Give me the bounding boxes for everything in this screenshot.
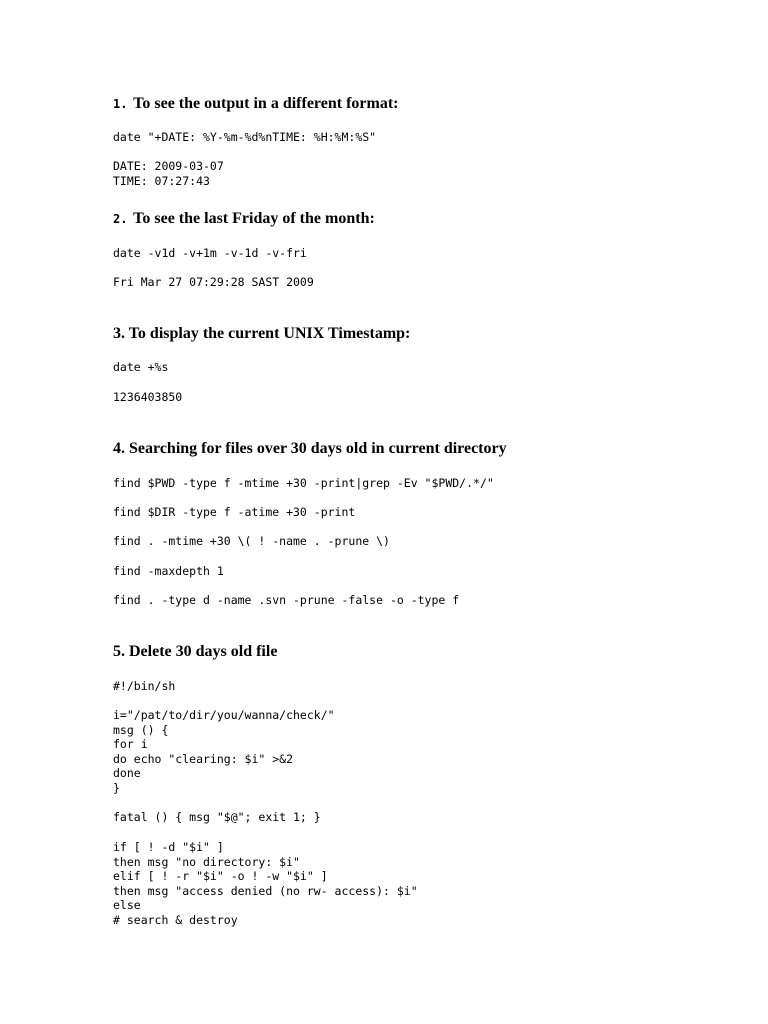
code-block: if [ ! -d "$i" ] then msg "no directory: $i" elif [ ! -r "$i" -o ! -w "$i" ] then msg "access denied (no rw- access): $i" else # search & destroy [113, 840, 418, 927]
output-block: Fri Mar 27 07:29:28 SAST 2009 [113, 275, 314, 289]
code-block: fatal () { msg "$@"; exit 1; } [113, 810, 321, 824]
output-block: DATE: 2009-03-07 TIME: 07:27:43 [113, 159, 224, 188]
code-block: find $DIR -type f -atime +30 -print [113, 505, 356, 519]
section-1-title: To see the output in a different format: [133, 95, 399, 112]
section-2-heading [113, 209, 375, 229]
output-block: 1236403850 [113, 390, 183, 404]
code-block: find $PWD -type f -mtime +30 -print|grep -Ev "$PWD/.*/" [113, 476, 494, 490]
section-3-heading: 3. To display the current UNIX Timestamp: [113, 325, 411, 342]
section-1-number: 1. [113, 97, 128, 111]
code-block: find . -mtime +30 \( ! -name . -prune \) [113, 534, 390, 548]
section-2-number: 2. [113, 212, 128, 226]
section-4-heading: 4. Searching for files over 30 days old in current directory [113, 440, 507, 457]
code-block: find -maxdepth 1 [113, 564, 224, 578]
code-block: find . -type d -name .svn -prune -false -o -type f [113, 593, 460, 607]
code-block: date -v1d -v+1m -v-1d -v-fri [113, 246, 307, 260]
code-block: i="/pat/to/dir/you/wanna/check/" msg () { for i do echo "clearing: $i" >&2 done } [113, 708, 335, 795]
code-block: date "+DATE: %Y-%m-%d%nTIME: %H:%M:%S" [113, 130, 377, 144]
code-block: #!/bin/sh [113, 679, 176, 693]
code-block: date +%s [113, 360, 169, 374]
section-1-heading [113, 94, 398, 114]
section-2-title: To see the last Friday of the month: [133, 210, 375, 227]
section-5-heading: 5. Delete 30 days old file [113, 643, 278, 660]
